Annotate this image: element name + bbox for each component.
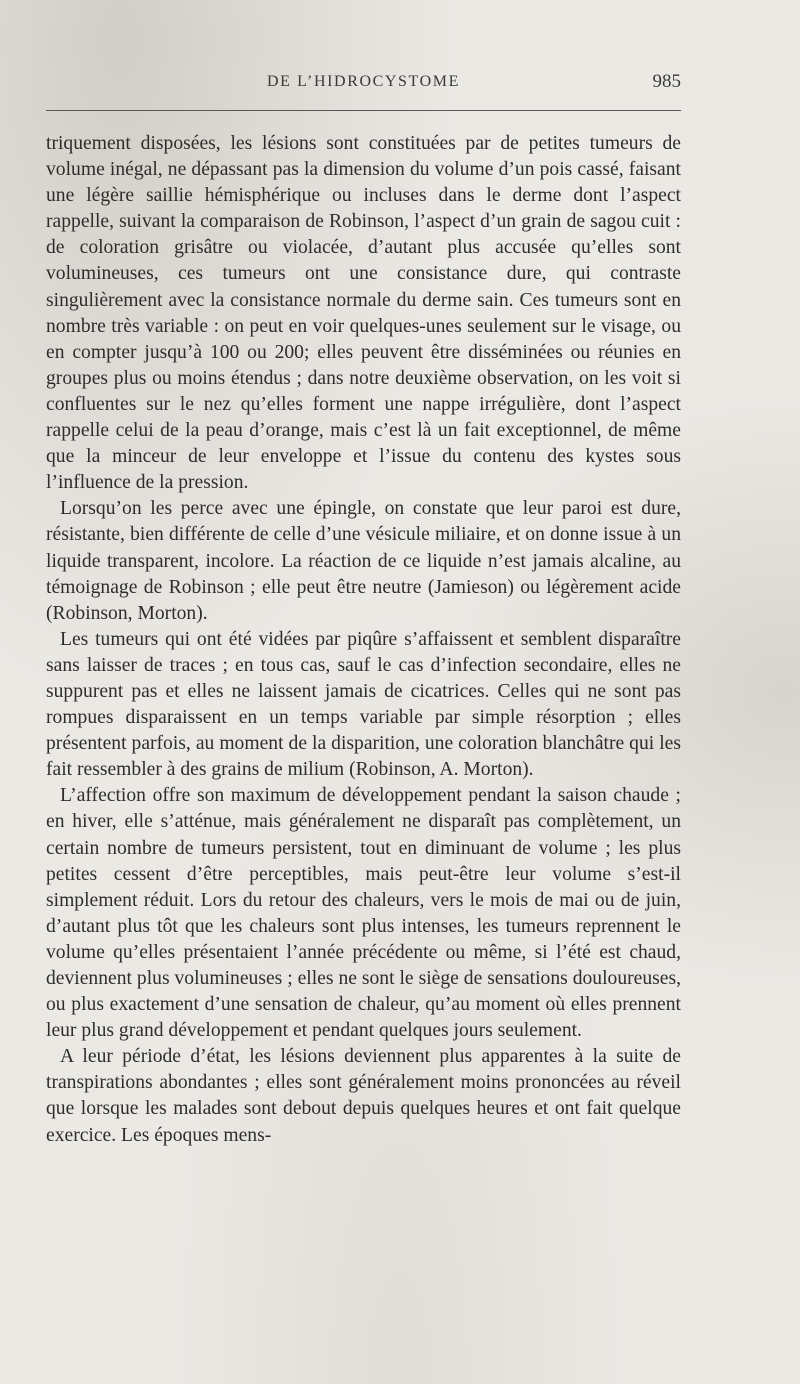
page-number: 985 xyxy=(652,71,681,92)
header-rule xyxy=(46,110,681,111)
paragraph-4: L’affection offre son maximum de développement pendant la saison chaude ; en hiver, elle s’atténue, mais généralement ne disparaît pas complètement, un certain nombre de tumeurs persistent, tout en diminuant de volume ; les plus petites cessent d’être perceptibles, mais peut-être leur volume s’est-il simplement réduit. Lors du retour des chaleurs, vers le mois de mai ou de juin, d’autant plus tôt que les chaleurs sont plus intenses, les tumeurs reprennent le volume qu’elles présentaient l’année précédente ou même, si l’été est chaud, deviennent plus volumineuses ; elles ne sont le siège de sensations douloureuses, ou plus exactement d’une sensation de chaleur, qu’au moment où elles prennent leur plus grand développement et pendant quelques jours seulement. xyxy=(46,785,681,1042)
paragraph-5: A leur période d’état, les lésions deviennent plus apparentes à la suite de transpirations abondantes ; elles sont généralement moins prononcées au réveil que lorsque les malades sont debout depuis quelques heures et ont fait quelque exercice. Les époques mens- xyxy=(46,1046,681,1146)
paragraph-2: Lorsqu’on les perce avec une épingle, on constate que leur paroi est dure, résistante, bien différente de celle d’une vésicule miliaire, et on donne issue à un liquide transparent, incolore. La réaction de ce liquide n’est jamais alcaline, au témoignage de Robinson ; elle peut être neutre (Jamieson) ou légèrement acide (Robinson, Morton). xyxy=(46,498,681,624)
paragraph-3: Les tumeurs qui ont été vidées par piqûre s’affaissent et semblent disparaître sans laisser de traces ; en tous cas, sauf le cas d’infection secondaire, elles ne suppurent pas et elles ne laissent jamais de cicatrices. Celles qui ne sont pas rompues disparaissent en un temps variable par simple résorption ; elles présentent parfois, au moment de la disparition, une coloration blanchâtre qui les fait ressembler à des grains de milium (Robinson, A. Morton). xyxy=(46,628,681,781)
running-title: DE L’HIDROCYSTOME xyxy=(267,73,460,90)
paragraph-1: triquement disposées, les lésions sont constituées par de petites tumeurs de volume inégal, ne dépassant pas la dimension du volume d’un pois cassé, faisant une légère saillie hémisphérique ou incluses dans le derme dont l’aspect rappelle, suivant la comparaison de Robinson, l’aspect d’un grain de sagou cuit : de coloration grisâtre ou violacée, d’autant plus accusée qu’elles sont volumineuses, ces tumeurs ont une consistance dure, qui contraste singulièrement avec la consistance normale du derme sain. Ces tumeurs sont en nombre très variable : on peut en voir quelques-unes seulement sur le visage, ou en compter jusqu’à 100 ou 200; elles peuvent être disséminées ou réunies en groupes plus ou moins étendus ; dans notre deuxième observation, on les voit si confluentes sur le nez qu’elles forment une nappe irrégulière, dont l’aspect rappelle celui de la peau d’orange, mais c’est là un fait exceptionnel, de même que la minceur de leur enveloppe et l’issue du contenu des kystes sous l’influence de la pression. xyxy=(46,133,681,494)
running-header xyxy=(46,73,681,99)
body-text xyxy=(46,131,681,1149)
